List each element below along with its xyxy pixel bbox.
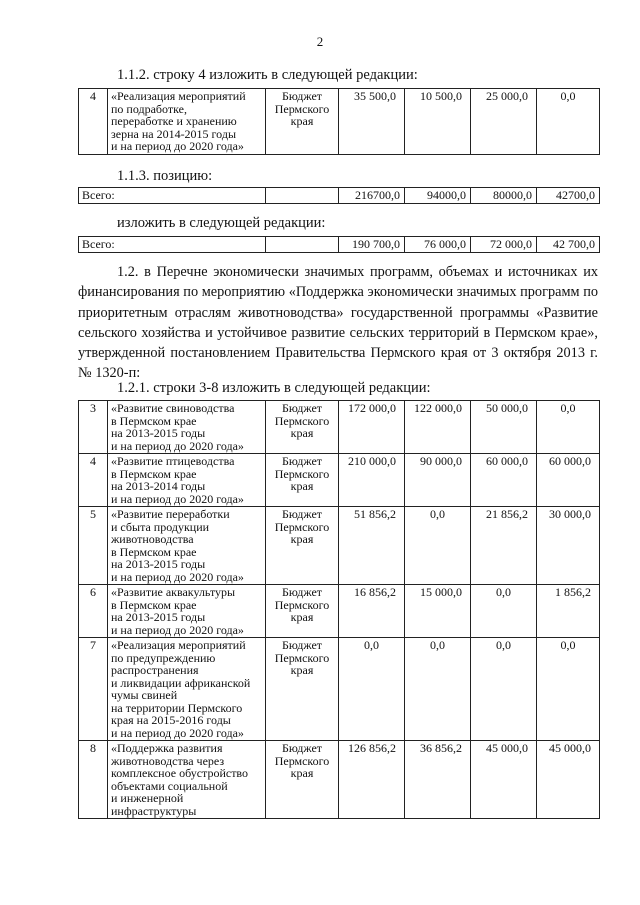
year-amount-cell: 45 000,0 [537,741,600,819]
program-name-cell: «Реализация мероприятий по подработке, переработке и хранению зерна на 2014-2015 годы и на период до 2020 года» [108,89,266,155]
program-name-cell: «Развитие аквакультуры в Пермском крае на 2013-2015 годы и на период до 2020 года» [108,585,266,638]
empty-source-cell [266,237,339,253]
total-amount-cell: 216700,0 [339,188,405,204]
year-amount-cell: 94000,0 [405,188,471,204]
year-amount-cell: 25 000,0 [471,89,537,155]
table-row [79,507,600,585]
funding-source-cell: Бюджет Пермского края [266,585,339,638]
total-amount-cell: 190 700,0 [339,237,405,253]
program-name-cell: «Развитие свиноводства в Пермском крае на 2013-2015 годы и на период до 2020 года» [108,401,266,454]
row-number-cell: 3 [79,401,108,454]
year-amount-cell: 10 500,0 [405,89,471,155]
total-amount-cell: 210 000,0 [339,454,405,507]
row-number-cell: 4 [79,89,108,155]
year-amount-cell: 76 000,0 [405,237,471,253]
year-amount-cell: 72 000,0 [471,237,537,253]
total-amount-cell: 16 856,2 [339,585,405,638]
program-name-cell: «Реализация мероприятий по предупреждению распространения и ликвидации африканской чумы свиней на территории Пермского края на 2015-2016 годы и на период до 2020 года» [108,638,266,741]
year-amount-cell: 0,0 [471,585,537,638]
year-amount-cell: 80000,0 [471,188,537,204]
page-number: 2 [316,34,324,49]
year-amount-cell: 122 000,0 [405,401,471,454]
year-amount-cell: 45 000,0 [471,741,537,819]
year-amount-cell: 42 700,0 [537,237,600,253]
year-amount-cell: 60 000,0 [537,454,600,507]
total-amount-cell: 51 856,2 [339,507,405,585]
total-amount-cell: 172 000,0 [339,401,405,454]
table-row [79,401,600,454]
year-amount-cell: 36 856,2 [405,741,471,819]
table-row-4-grain [78,88,600,155]
year-amount-cell: 0,0 [537,89,600,155]
total-row-new [78,236,600,253]
funding-source-cell: Бюджет Пермского края [266,89,339,155]
total-amount-cell: 126 856,2 [339,741,405,819]
funding-source-cell: Бюджет Пермского края [266,507,339,585]
program-name-cell: «Развитие птицеводства в Пермском крае на 2013-2014 годы и на период до 2020 года» [108,454,266,507]
total-amount-cell: 35 500,0 [339,89,405,155]
table-row [79,454,600,507]
year-amount-cell: 1 856,2 [537,585,600,638]
paragraph-1-1-3: 1.1.3. позицию: [117,168,213,184]
funding-source-cell: Бюджет Пермского края [266,741,339,819]
year-amount-cell: 21 856,2 [471,507,537,585]
table-row [79,741,600,819]
row-number-cell: 5 [79,507,108,585]
total-amount-cell: 0,0 [339,638,405,741]
funding-source-cell: Бюджет Пермского края [266,401,339,454]
total-label-cell: Всего: [79,237,266,253]
total-row-old [78,187,600,204]
table-row [79,585,600,638]
paragraph-new-edition: изложить в следующей редакции: [117,215,326,231]
paragraph-1-2-1: 1.2.1. строки 3-8 изложить в следующей редакции: [117,380,431,396]
paragraph-1-1-2: 1.1.2. строку 4 изложить в следующей редакции: [117,67,418,83]
program-name-cell: «Развитие переработки и сбыта продукции животноводства в Пермском крае на 2013-2015 годы и на период до 2020 года» [108,507,266,585]
year-amount-cell: 60 000,0 [471,454,537,507]
paragraph-1-2: 1.2. в Перечне экономически значимых программ, объемах и источниках их финансирования по мероприятию «Поддержка экономически значимых программ по приоритетным отраслям животноводства» государственной программы «Развитие сельского хозяйства и устойчивое развитие сельских территорий в Пермском крае», утвержденной постановлением Правительства Пермского края от 3 октября 2013 г. № 1320-п: [78,264,598,382]
year-amount-cell: 50 000,0 [471,401,537,454]
row-number-cell: 4 [79,454,108,507]
table-row [79,89,600,155]
empty-source-cell [266,188,339,204]
row-number-cell: 8 [79,741,108,819]
year-amount-cell: 0,0 [537,638,600,741]
year-amount-cell: 0,0 [405,638,471,741]
year-amount-cell: 42700,0 [537,188,600,204]
year-amount-cell: 0,0 [537,401,600,454]
funding-source-cell: Бюджет Пермского края [266,638,339,741]
table-rows-3-8 [78,400,600,819]
row-number-cell: 6 [79,585,108,638]
year-amount-cell: 30 000,0 [537,507,600,585]
year-amount-cell: 0,0 [405,507,471,585]
total-label-cell: Всего: [79,188,266,204]
program-name-cell: «Поддержка развития животноводства через комплексное обустройство объектами социальной и инженерной инфраструктуры [108,741,266,819]
table-row [79,638,600,741]
year-amount-cell: 90 000,0 [405,454,471,507]
row-number-cell: 7 [79,638,108,741]
year-amount-cell: 0,0 [471,638,537,741]
funding-source-cell: Бюджет Пермского края [266,454,339,507]
year-amount-cell: 15 000,0 [405,585,471,638]
